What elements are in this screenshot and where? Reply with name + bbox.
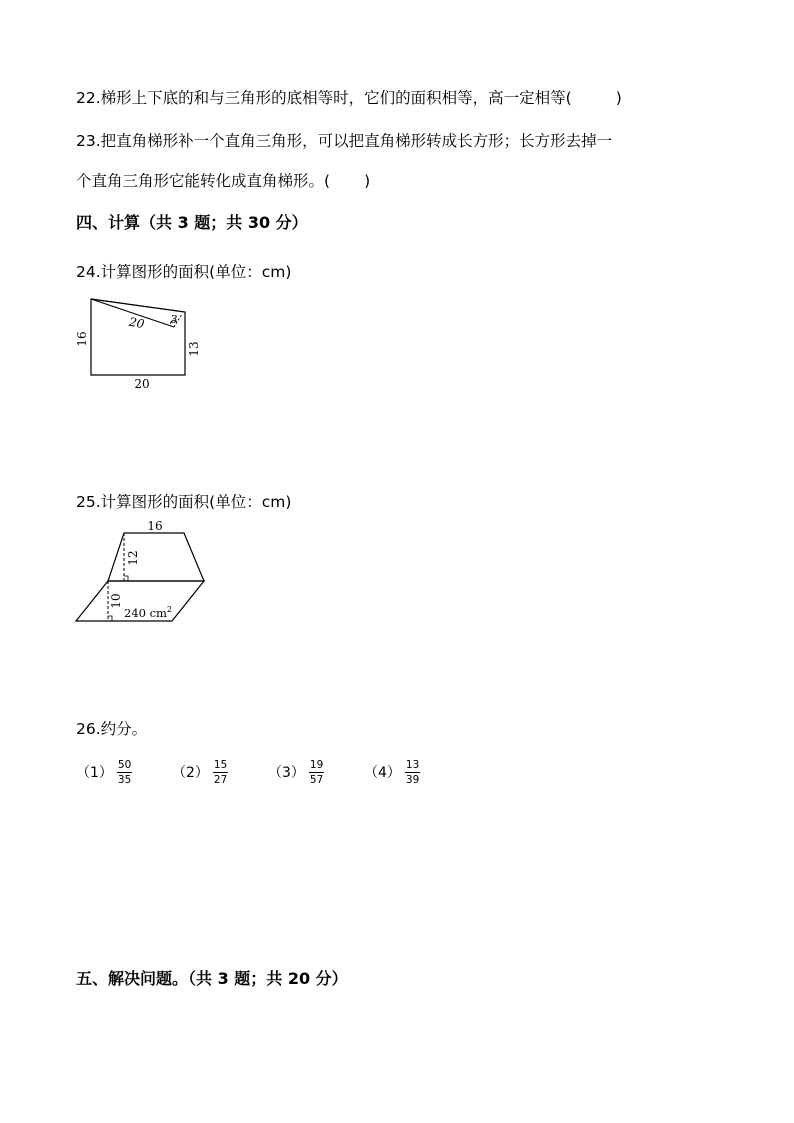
fraction-item-label: （1）: [76, 765, 113, 781]
fraction: [309, 759, 324, 786]
fraction-denominator: 35: [117, 773, 132, 786]
figure-25-right-angle-mark-2: [108, 616, 112, 621]
figure-25-right-angle-mark-1: [124, 576, 128, 581]
fraction-numerator: 19: [309, 758, 324, 771]
figure-25-label-parallelogram-height: 10: [109, 593, 123, 609]
fraction-denominator: 39: [405, 773, 420, 786]
figure-24-label-right: 13: [187, 341, 201, 357]
question-22-close: ): [615, 89, 622, 107]
fraction-item-label: （2）: [172, 765, 209, 781]
section-5-heading: 五、解决问题。（共 3 题；共 20 分）: [76, 969, 348, 988]
fraction-denominator: 27: [213, 773, 228, 786]
fraction-item-3: [268, 754, 324, 790]
fraction-item-label: （3）: [268, 765, 305, 781]
fraction: [117, 759, 132, 786]
question-23-text: 个直角三角形它能转化成直角梯形。(: [76, 172, 331, 190]
figure-25-label-area: [124, 605, 172, 620]
question-23-line-2: [76, 171, 370, 191]
figure-25-area-value: 240 cm: [124, 606, 167, 620]
fraction-item-1: [76, 754, 132, 790]
question-24-text: 24.计算图形的面积(单位：cm): [76, 263, 292, 281]
figure-24-label-bottom: 20: [134, 377, 150, 391]
figure-24: [70, 292, 210, 392]
figure-25-trapezoid: [108, 533, 204, 581]
fraction-item-label: （4）: [364, 765, 401, 781]
figure-25-label-top: 16: [147, 519, 163, 533]
question-22: [76, 88, 622, 108]
figure-25-label-trapezoid-height: 12: [126, 550, 140, 566]
fraction-numerator: 50: [117, 758, 132, 771]
question-23-close: ): [364, 172, 371, 190]
fraction-numerator: 13: [405, 758, 420, 771]
question-26-text: 26.约分。: [76, 720, 148, 738]
question-25-text: 25.计算图形的面积(单位：cm): [76, 493, 292, 511]
figure-24-label-left: 16: [75, 331, 89, 347]
figure-25-area-exponent: 2: [166, 605, 173, 614]
fraction-item-2: [172, 754, 228, 790]
section-4-heading: 四、计算（共 3 题；共 30 分）: [76, 213, 308, 232]
figure-24-label-diagonal: 20: [127, 314, 146, 332]
fraction-denominator: 57: [309, 773, 324, 786]
question-22-text: 22.梯形上下底的和与三角形的底相等时，它们的面积相等，高一定相等(: [76, 89, 572, 107]
fraction: [405, 759, 420, 786]
fraction-item-4: [364, 754, 420, 790]
question-23-line-1: 23.把直角梯形补一个直角三角形，可以把直角梯形转成长方形；长方形去掉一: [76, 132, 613, 150]
fraction: [213, 759, 228, 786]
figure-24-label-small: 3: [170, 313, 178, 326]
figure-25: [70, 516, 220, 626]
fraction-numerator: 15: [213, 758, 228, 771]
